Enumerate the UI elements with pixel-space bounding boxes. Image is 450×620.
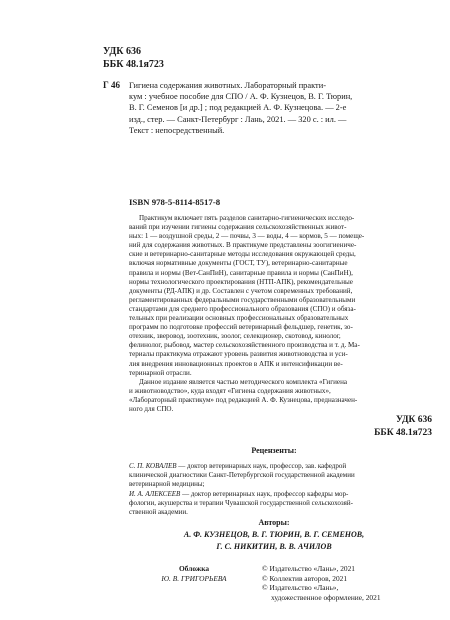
abstract-line: Данное издание является частью методического комплекта «Гигиена [139,377,348,386]
copyright-line: © Коллектив авторов, 2021 [262,573,348,583]
reviewer-line: С. П. КОВАЛЕВ — доктор ветеринарных наук, профессор, зав. кафедрой [129,462,347,470]
copyright-line: художественное оформление, 2021 [271,592,381,602]
biblio-line: Гигиена содержания животных. Лабораторный практи- [129,81,326,90]
abstract-line: Практикум включает пять разделов санитарно-гигиенических исследо- [139,214,355,222]
abstract-line: ных: 1 — воздушной среды, 2 — почвы, 3 — воды, 4 — кормов, 5 — помеще- [129,232,365,241]
bbk-code: ББК 48.1я723 [103,59,164,70]
biblio-line: Текст : непосредственный. [129,125,225,135]
abstract-line: и животноводство», куда входят «Гигиена содержания животных», [129,386,331,395]
bibliographic-record [129,80,419,136]
abstract-line: тельных при реализации основных профессиональных образовательных [129,314,349,323]
udk-bbk-block-top [103,45,164,71]
abstract-line: нормы технологического проектирования (НТП-АПК), рекомендательные [129,277,353,286]
udk-bbk-block-right [310,414,432,440]
abstract-line: регламентированных федеральными государственными образовательными [129,295,356,304]
abstract-line: стандартами для среднего профессионального образования (СПО) и обяза- [129,304,356,313]
abstract-line: фелинолог, рыбовод, мастер сельскохозяйственного производства и т. д. Ма- [129,341,360,350]
abstract-line: включая нормативные документы (ГОСТ, ТУ), ветеринарно-санитарные [129,259,348,268]
reviewers-heading: Рецензенты: [251,446,297,455]
biblio-line: изд., стер. — Санкт-Петербург : Лань, 2021. — 320 с. : ил. — [129,114,347,124]
reviewers-list [129,462,419,517]
bbk-code: ББК 48.1я723 [374,428,432,438]
abstract-line: териалы практикума отражают уровень развития животноводства и уси- [129,350,348,359]
abstract-line: «Лабораторный практикум» под редакцией А. Ф. Кузнецова, предназначен- [129,395,358,404]
authors-list [129,529,419,552]
udk-code: УДК 636 [103,46,141,57]
author-sign-code: Г 46 [103,80,120,90]
abstract-line: отехник, зверовод, зоотехник, зоолог, селекционер, скотовод, кинолог, [129,332,341,341]
reviewer-line: ственной академии. [129,508,188,517]
reviewer-name: И. А. АЛЕКСЕЕВ [129,489,181,498]
abstract-line: лия внедрения инновационных проектов в АПК и интенсификации ве- [129,359,343,368]
abstract-line: документы (РД-АПК) и др. Составлен с учетом современных требований, [129,286,353,295]
reviewer-line: ветеринарной медицины; [129,480,205,489]
reviewer-line: фологии, акушерства и терапии Чувашской государственной сельскохозяй- [129,498,353,507]
cover-credit [129,564,259,583]
abstract-line: программ по подготовке профессий ветеринарный фельдшер, генетик, зо- [129,323,353,332]
cover-label: Обложка [178,564,210,573]
copyright-block [262,564,437,602]
authors-heading: Авторы: [258,518,290,527]
cover-designer: Ю. В. ГРИГОРЬЕВА [161,573,227,583]
abstract-line: правила и нормы (Вет-СанПиН), санитарные правила и нормы (СанПиН), [129,268,353,277]
udk-code: УДК 636 [395,415,432,425]
abstract-line: теринарной отрасли. [129,368,192,377]
biblio-line: кум : учебное пособие для СПО / А. Ф. Кузнецов, В. Г. Тюрин, [129,92,353,102]
biblio-line: В. Г. Семенов [и др.] ; под редакцией А. Ф. Кузнецова. — 2-е [129,103,347,113]
abstract [129,214,419,414]
copyright-line: © Издательство «Лань», 2021 [262,564,355,573]
abstract-line: ские и ветеринарно-санитарные методы исследования окружающей среды, [129,250,356,259]
authors-line: Г. С. НИКИТИН, В. В. АЧИЛОВ [216,541,332,551]
reviewer-line: И. А. АЛЕКСЕЕВ — доктор ветеринарных наук, профессор кафедры мор- [129,489,349,498]
abstract-line: ного для СПО. [129,404,174,413]
reviewer-line: клинической диагностики Санкт-Петербургской государственной академии [129,471,355,480]
copyright-line: © Издательство «Лань», [262,583,339,592]
abstract-line: ний для содержания животных. В практикуме представлены зоогигиениче- [129,241,357,250]
reviewer-name: С. П. КОВАЛЕВ [129,462,177,470]
authors-line: А. Ф. КУЗНЕЦОВ, В. Г. ТЮРИН, В. Г. СЕМЕНОВ, [183,530,365,539]
abstract-line: ваний при изучении гигиены содержания сельскохозяйственных живот- [129,223,347,232]
isbn: ISBN 978-5-8114-8517-8 [129,197,221,207]
